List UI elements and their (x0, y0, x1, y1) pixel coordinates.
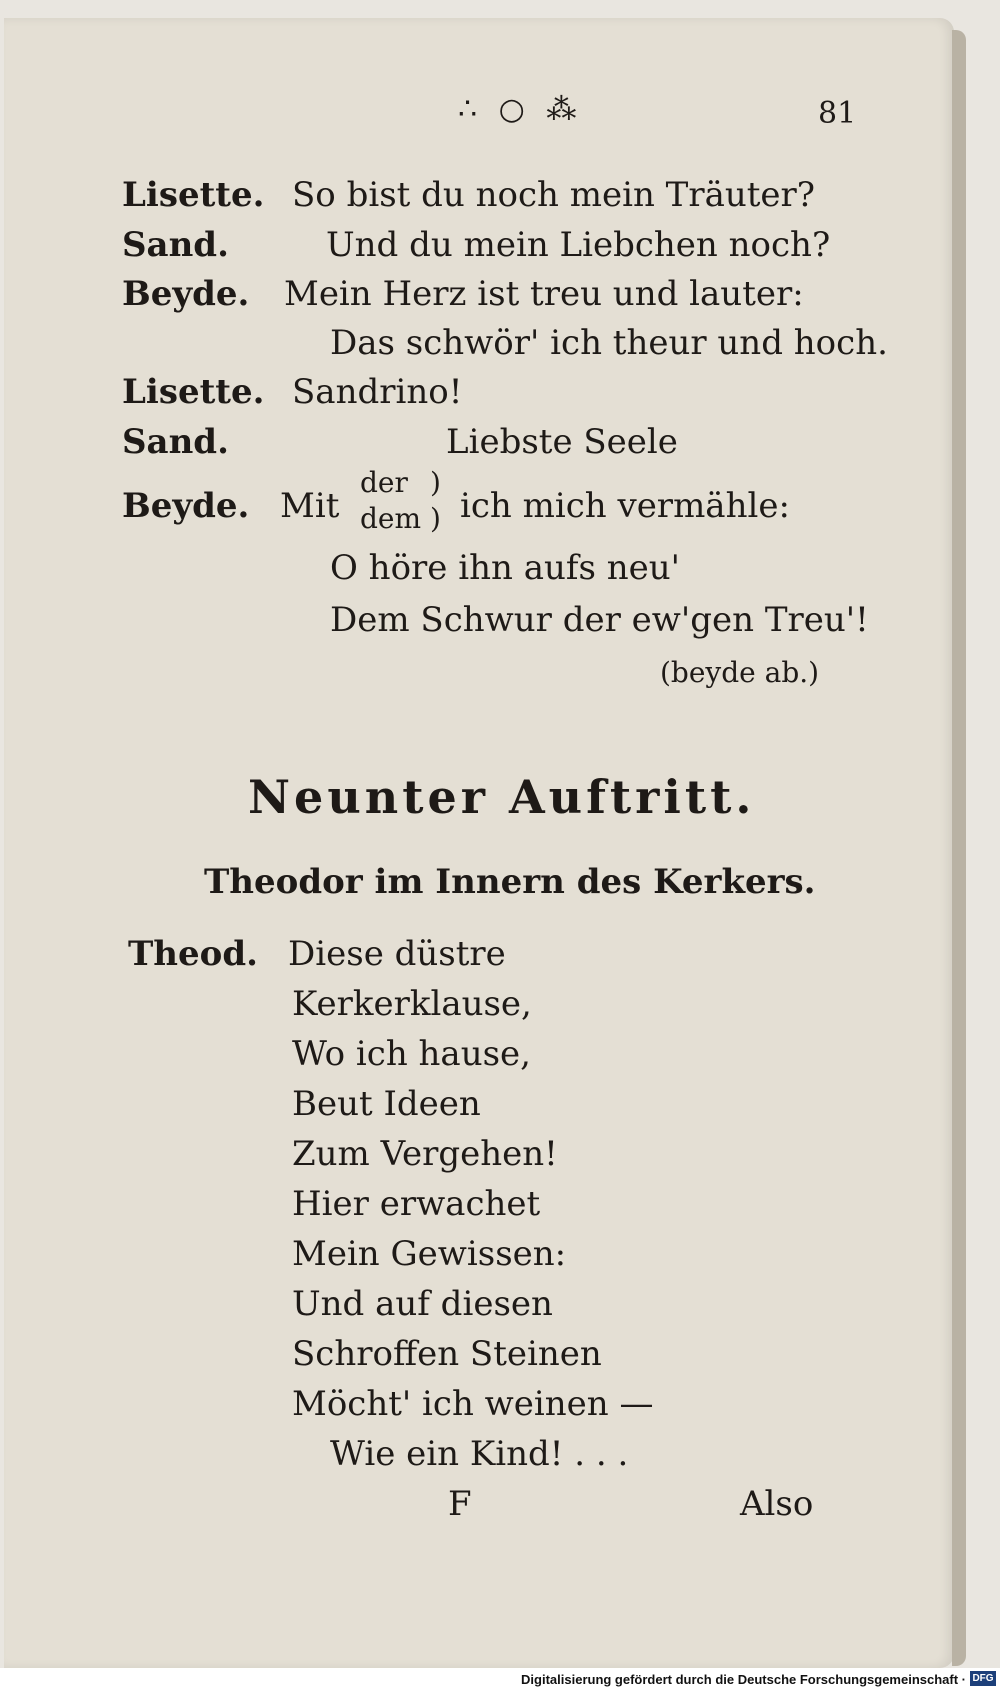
page-number: 81 (818, 96, 857, 131)
dialogue-line: Mein Herz ist treu und lauter: (284, 274, 804, 314)
dfg-logo: DFG (970, 1671, 996, 1686)
verse-line: Und auf diesen (292, 1284, 553, 1324)
verse-line: Hier erwachet (292, 1184, 541, 1224)
variant-paren: ) (430, 466, 441, 499)
dialogue-line: ich mich vermähle: (460, 486, 790, 526)
dialogue-line-prefix: Mit (280, 486, 340, 526)
verse-line: Wo ich hause, (292, 1034, 531, 1074)
speaker-label: Sand. (122, 422, 229, 462)
scene-heading: Neunter Auftritt. (248, 770, 756, 824)
dialogue-line: Dem Schwur der ew'gen Treu'! (330, 600, 869, 640)
speaker-label: Lisette. (122, 175, 265, 215)
header-ornament: ∴ ○ ⁂ (458, 92, 583, 127)
dialogue-line: Das schwör' ich theur und hoch. (330, 323, 888, 363)
variant-top: der (360, 466, 408, 499)
speaker-label: Theod. (128, 934, 258, 974)
verse-line: Diese düstre (288, 934, 506, 974)
verse-line: Zum Vergehen! (292, 1134, 558, 1174)
verse-line: Beut Ideen (292, 1084, 481, 1124)
dialogue-line: Sandrino! (292, 372, 463, 412)
dialogue-line: Liebste Seele (446, 422, 678, 462)
verse-line: Kerkerklause, (292, 984, 532, 1024)
attribution-text: Digitalisierung gefördert durch die Deutsche Forschungsgemeinschaft · (521, 1672, 966, 1687)
variant-bottom: dem (360, 502, 422, 535)
dialogue-line: Und du mein Liebchen noch? (326, 225, 831, 265)
stage-direction: (beyde ab.) (660, 656, 820, 689)
speaker-label: Sand. (122, 225, 229, 265)
signature-mark: F (448, 1484, 472, 1524)
verse-line: Wie ein Kind! . . . (330, 1434, 629, 1474)
catchword: Also (740, 1484, 814, 1524)
verse-line: Schroffen Steinen (292, 1334, 602, 1374)
speaker-label: Beyde. (122, 274, 250, 314)
speaker-label: Beyde. (122, 486, 250, 526)
speaker-label: Lisette. (122, 372, 265, 412)
verse-line: Möcht' ich weinen — (292, 1384, 654, 1424)
verse-line: Mein Gewissen: (292, 1234, 567, 1274)
dialogue-line: So bist du noch mein Träuter? (292, 175, 816, 215)
dialogue-line: O höre ihn aufs neu' (330, 548, 680, 588)
variant-paren: ) (430, 502, 441, 535)
page-edge (952, 30, 966, 1666)
scene-subheading: Theodor im Innern des Kerkers. (204, 862, 816, 902)
